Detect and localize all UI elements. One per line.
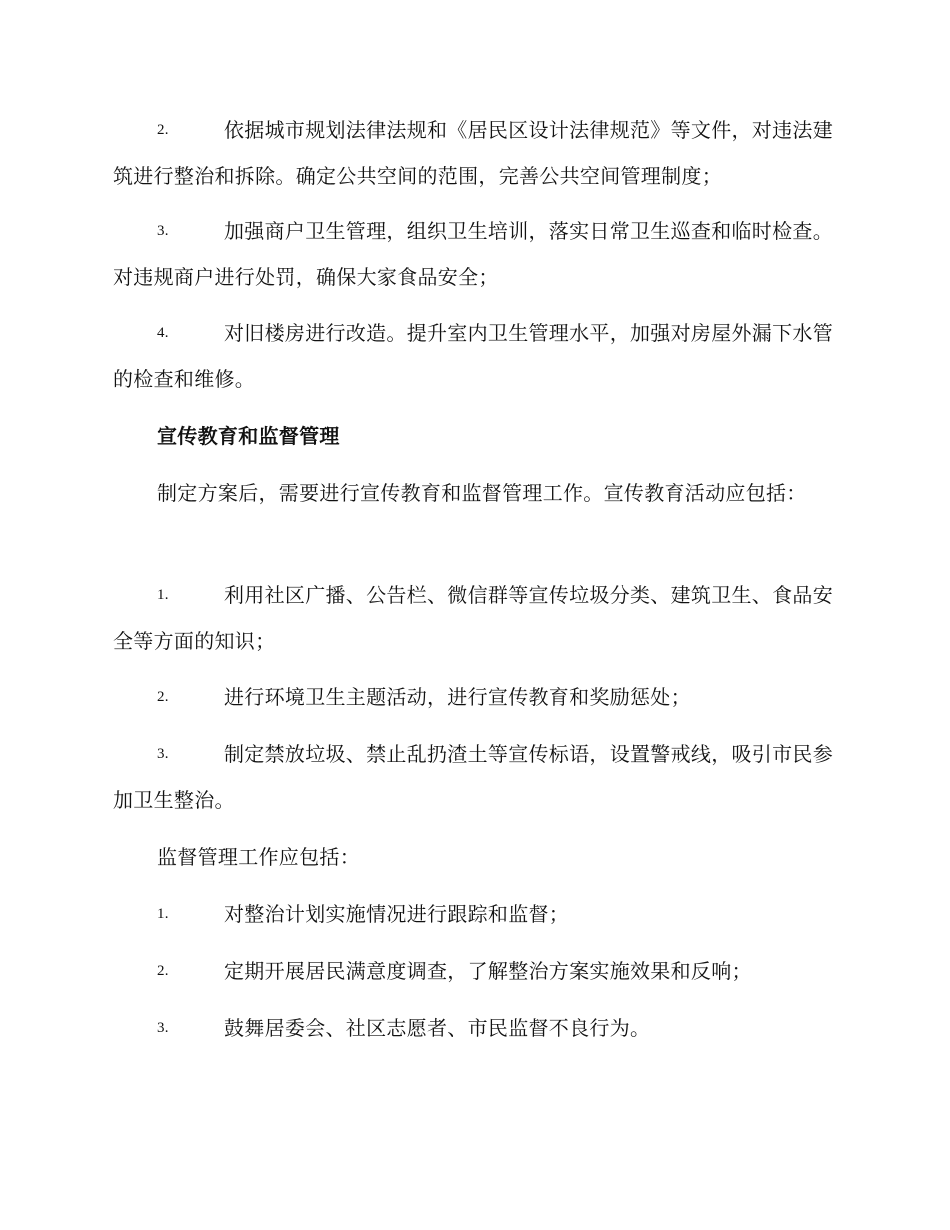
intro-text: 制定方案后，需要进行宣传教育和监督管理工作。宣传教育活动应包括： [157, 481, 807, 505]
list-number: 3. [157, 1020, 169, 1036]
list-item [113, 731, 833, 823]
list-item [113, 107, 833, 199]
list-item [113, 572, 833, 664]
list-item [113, 674, 833, 720]
list-number: 3. [157, 223, 169, 239]
list-number: 1. [157, 587, 169, 603]
list-item [113, 310, 833, 402]
list-text: 利用社区广播、公告栏、微信群等宣传垃圾分类、建筑卫生、食品安全等方面的知识； [113, 583, 833, 653]
list-text: 对整治计划实施情况进行跟踪和监督； [224, 902, 570, 926]
list-item [113, 1005, 833, 1051]
list-number: 2. [157, 122, 169, 138]
list-text: 进行环境卫生主题活动，进行宣传教育和奖励惩处； [224, 685, 691, 709]
list-text: 加强商户卫生管理，组织卫生培训，落实日常卫生巡查和临时检查。对违规商户进行处罚，确保大家食品安全； [113, 219, 833, 289]
supervision-intro-text: 监督管理工作应包括： [157, 845, 360, 869]
list-text: 制定禁放垃圾、禁止乱扔渣土等宣传标语，设置警戒线，吸引市民参加卫生整治。 [113, 742, 833, 812]
list-number: 4. [157, 325, 169, 341]
section-heading: 宣传教育和监督管理 [157, 424, 340, 448]
list-number: 1. [157, 906, 169, 922]
list-text: 鼓舞居委会、社区志愿者、市民监督不良行为。 [224, 1016, 651, 1040]
list-text: 定期开展居民满意度调查，了解整治方案实施效果和反响； [224, 959, 752, 983]
list-number: 3. [157, 746, 169, 762]
supervision-paragraph [113, 834, 833, 880]
list-text: 对旧楼房进行改造。提升室内卫生管理水平，加强对房屋外漏下水管的检查和维修。 [113, 321, 833, 391]
list-item [113, 948, 833, 994]
list-item [113, 208, 833, 300]
list-number: 2. [157, 963, 169, 979]
list-number: 2. [157, 689, 169, 705]
list-text: 依据城市规划法律法规和《居民区设计法律规范》等文件，对违法建筑进行整治和拆除。确定公共空间的范围，完善公共空间管理制度； [113, 118, 833, 188]
intro-paragraph [113, 470, 833, 516]
list-item [113, 891, 833, 937]
